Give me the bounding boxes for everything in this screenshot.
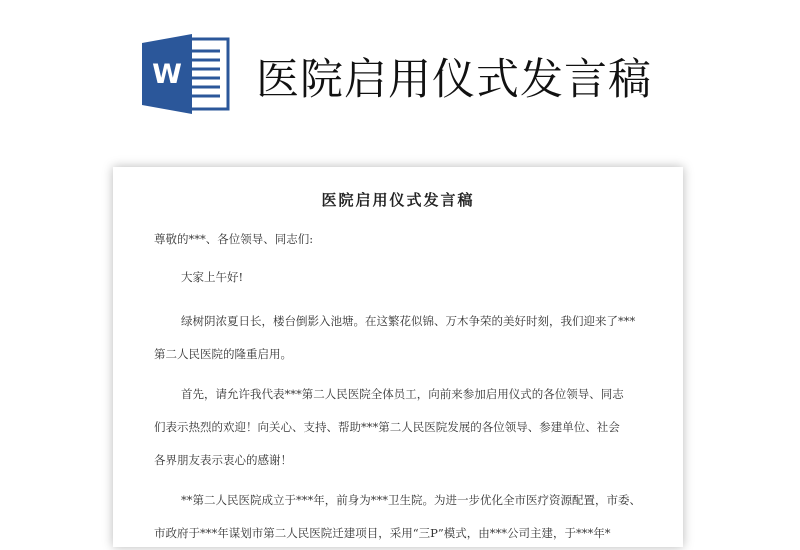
- paragraph: [154, 305, 649, 371]
- salutation: 尊敬的***、各位领导、同志们:: [154, 232, 314, 246]
- document-page: [113, 167, 683, 547]
- paragraph: [154, 484, 649, 550]
- document-body: [154, 229, 649, 550]
- paragraph-line: 第二人民医院的隆重启用。: [154, 347, 292, 361]
- header: [0, 0, 800, 150]
- paragraph-line: 首先，请允许我代表***第二人民医院全体员工，向前来参加启用仪式的各位领导、同志: [181, 387, 624, 401]
- paragraph: [154, 378, 649, 477]
- banner-title: 医院启用仪式发言稿: [256, 55, 652, 105]
- logo-letter: W: [152, 59, 182, 90]
- paragraph-line: 们表示热烈的欢迎！向关心、支持、帮助***第二人民医院发展的各位领导、参建单位、社会: [154, 420, 620, 434]
- document-title: 医院启用仪式发言稿: [321, 191, 475, 209]
- paragraph-line: 绿树阴浓夏日长，楼台倒影入池塘。在这繁花似锦、万木争荣的美好时刻，我们迎来了***: [181, 314, 636, 328]
- paragraph-line: 市政府于***年谋划市第二人民医院迁建项目，采用“三P”模式，由***公司主建，于***年*: [154, 526, 611, 540]
- paragraph-line: 各界朋友表示衷心的感谢！: [154, 453, 292, 467]
- greeting: 大家上午好!: [181, 270, 244, 284]
- word-document-icon: [140, 33, 230, 115]
- paragraph-line: **第二人民医院成立于***年，前身为***卫生院。为进一步优化全市医疗资源配置，市委、: [181, 493, 641, 507]
